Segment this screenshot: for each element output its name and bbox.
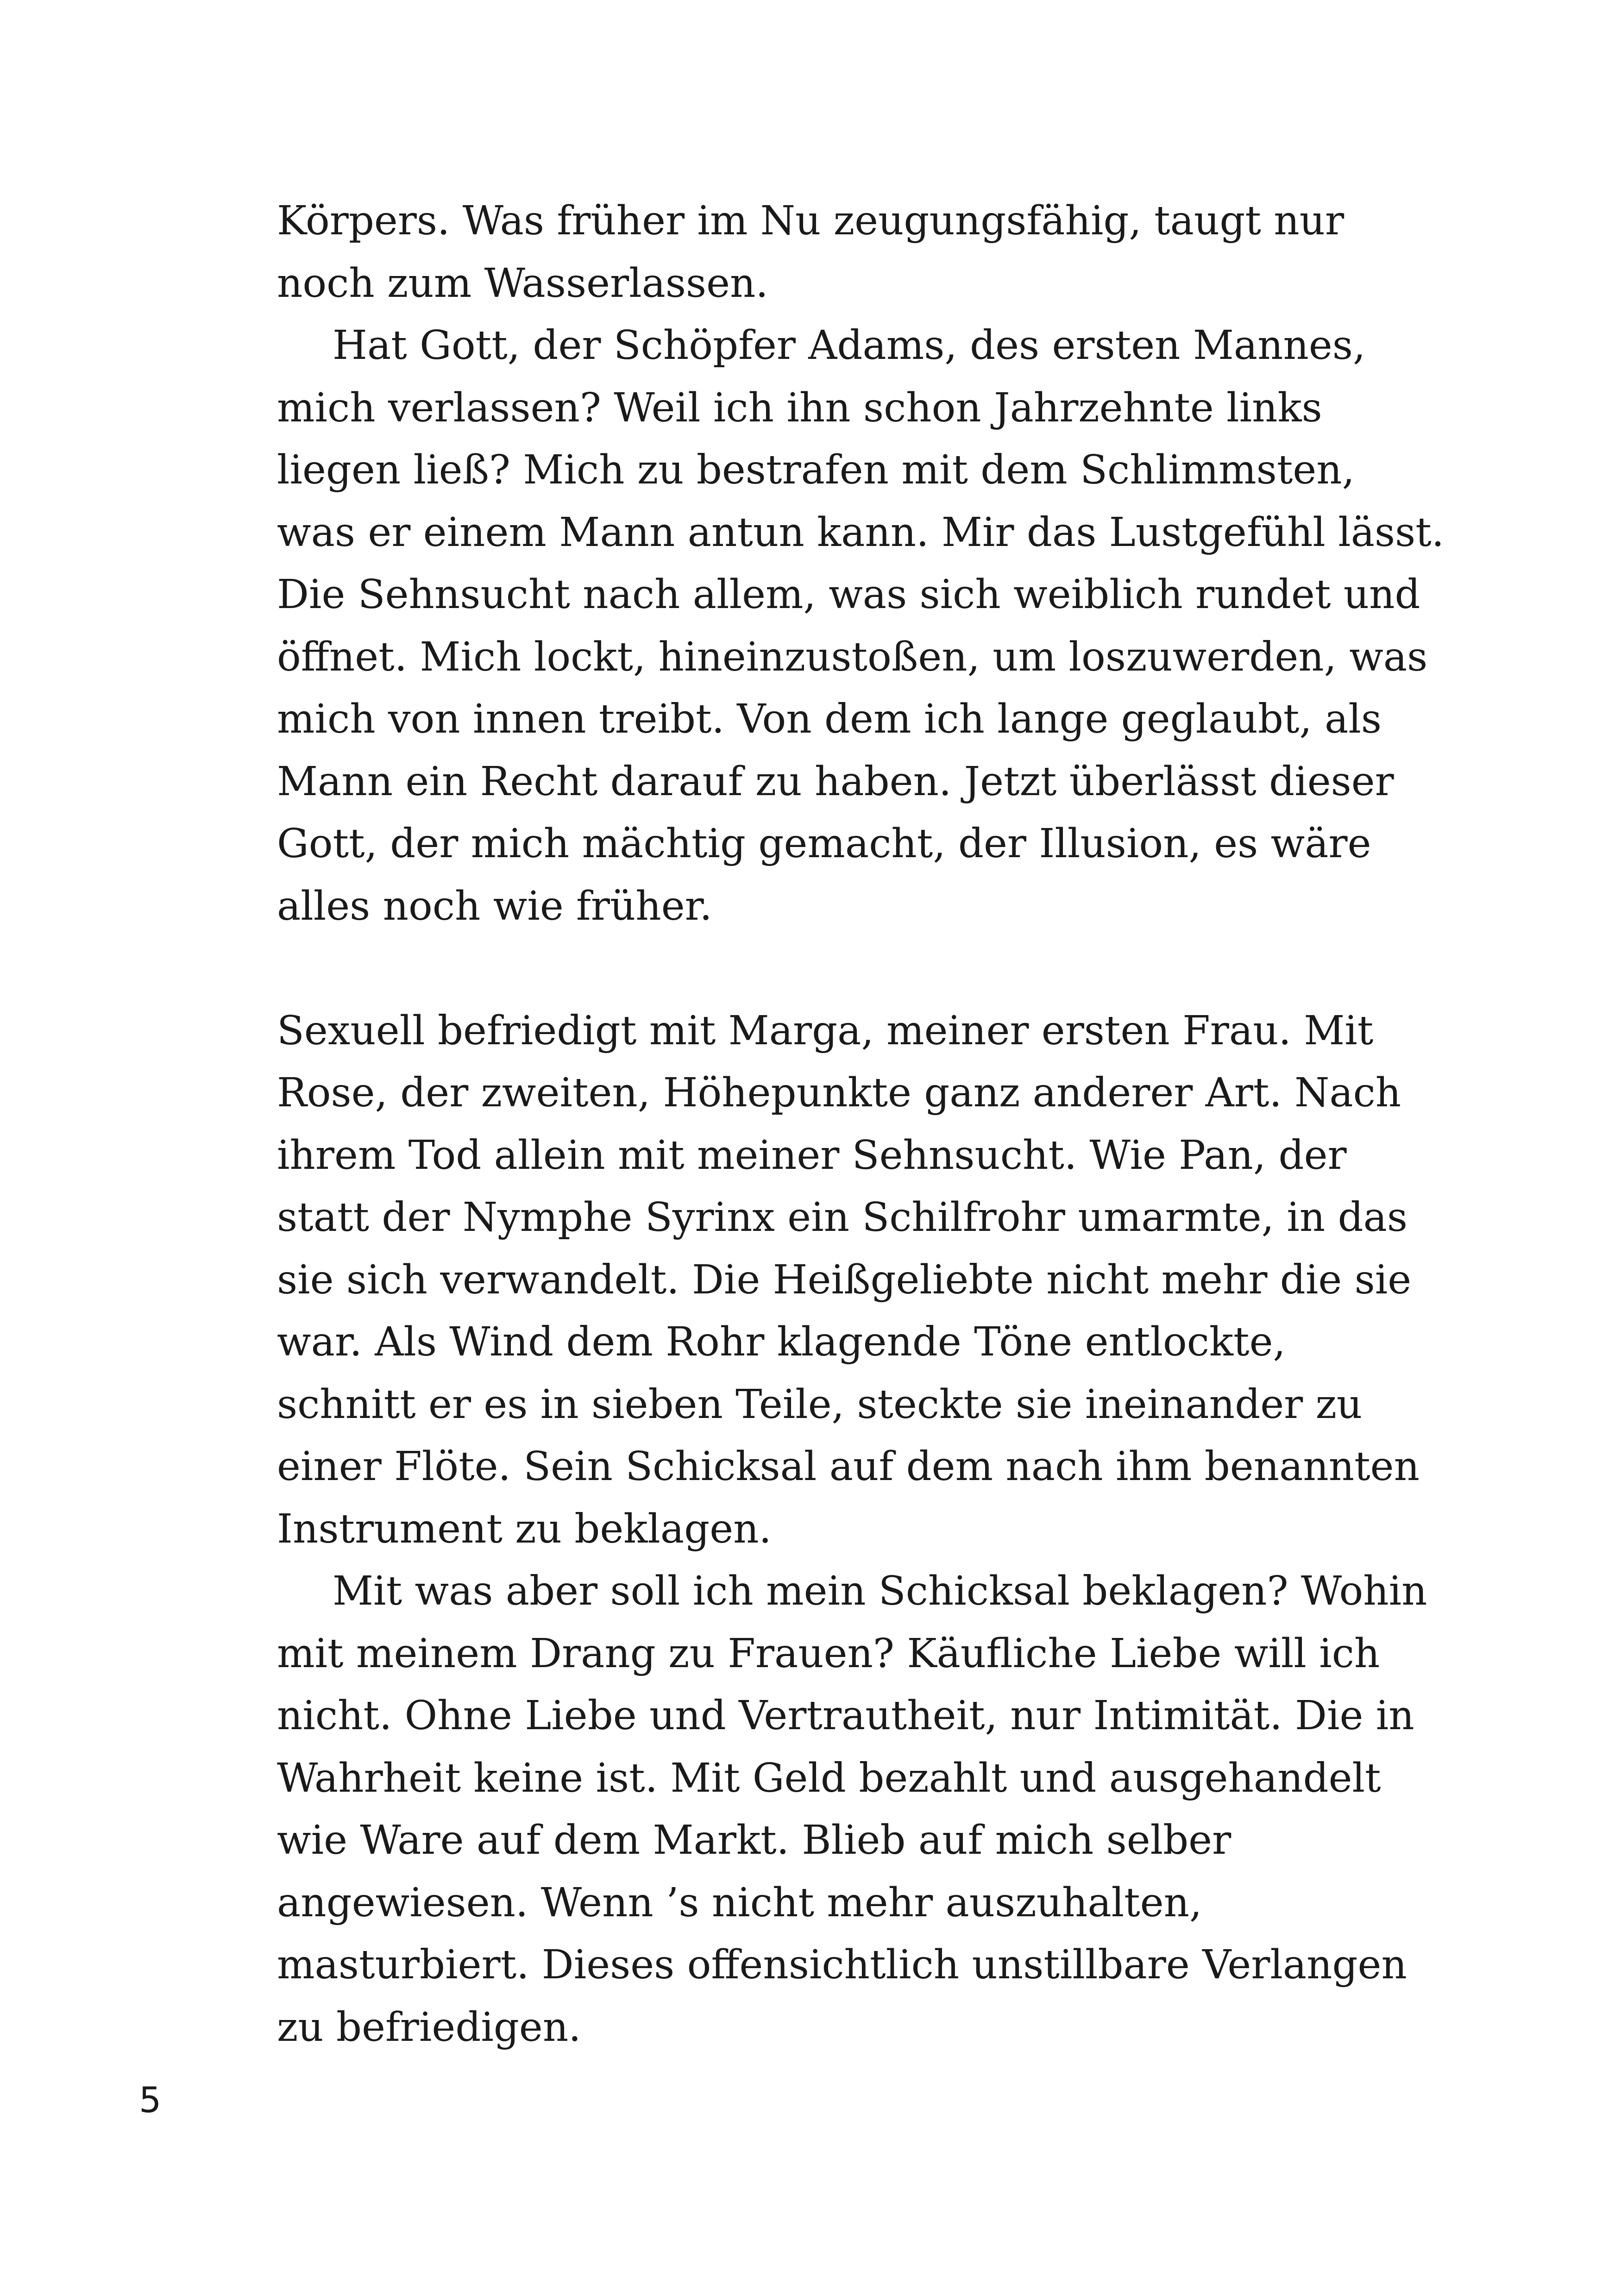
text-line: Mit was aber soll ich mein Schicksal beklagen? Wohin xyxy=(333,1568,1427,1614)
text-line: Rose, der zweiten, Höhepunkte ganz anderer Art. Nach xyxy=(277,1070,1401,1116)
text-line: nicht. Ohne Liebe und Vertrautheit, nur Intimität. Die in xyxy=(277,1693,1414,1739)
text-line: alles noch wie früher. xyxy=(277,883,712,929)
paragraph xyxy=(277,1560,1426,2058)
text-line: wie Ware auf dem Markt. Blieb auf mich selber xyxy=(277,1817,1231,1863)
text-line: noch zum Wasserlassen. xyxy=(277,260,768,307)
text-line: statt der Nymphe Syrinx ein Schilfrohr umarmte, in das xyxy=(277,1194,1408,1241)
text-line: Die Sehnsucht nach allem, was sich weiblich rundet und xyxy=(277,571,1420,618)
text-line: liegen ließ? Mich zu bestrafen mit dem Schlimmsten, xyxy=(277,447,1355,493)
paragraph xyxy=(277,190,1426,314)
text-line: schnitt er es in sieben Teile, steckte sie ineinander zu xyxy=(277,1381,1363,1428)
text-line: einer Flöte. Sein Schicksal auf dem nach ihm benannten xyxy=(277,1443,1420,1490)
text-line: mit meinem Drang zu Frauen? Käufliche Liebe will ich xyxy=(277,1630,1380,1677)
text-line: ihrem Tod allein mit meiner Sehnsucht. Wie Pan, der xyxy=(277,1132,1347,1179)
text-line: masturbiert. Dieses offensichtlich unstillbare Verlangen xyxy=(277,1942,1407,1988)
text-line: sie sich verwandelt. Die Heißgeliebte nicht mehr die sie xyxy=(277,1256,1412,1303)
text-line: Mann ein Recht darauf zu haben. Jetzt überlässt dieser xyxy=(277,758,1394,805)
body-text xyxy=(277,190,1445,2058)
paragraph xyxy=(277,1000,1426,1561)
text-line: mich von innen treibt. Von dem ich lange geglaubt, als xyxy=(277,696,1382,742)
text-line: öffnet. Mich lockt, hineinzustoßen, um loszuwerden, was xyxy=(277,634,1428,680)
text-line: war. Als Wind dem Rohr klagende Töne entlockte, xyxy=(277,1319,1286,1365)
paragraph xyxy=(277,314,1445,937)
text-line: Instrument zu beklagen. xyxy=(277,1506,772,1552)
text-line: Körpers. Was früher im Nu zeugungsfähig, taugt nur xyxy=(277,198,1345,244)
text-line: was er einem Mann antun kann. Mir das Lustgefühl lässt. xyxy=(277,509,1445,556)
text-line: Sexuell befriedigt mit Marga, meiner ersten Frau. Mit xyxy=(277,1007,1374,1054)
text-line: Gott, der mich mächtig gemacht, der Illusion, es wäre xyxy=(277,821,1371,867)
text-line: zu befriedigen. xyxy=(277,2004,581,2051)
text-line: Wahrheit keine ist. Mit Geld bezahlt und ausgehandelt xyxy=(277,1755,1381,1801)
text-line: mich verlassen? Weil ich ihn schon Jahrzehnte links xyxy=(277,384,1322,431)
page-number: 5 xyxy=(139,2079,162,2120)
section-break xyxy=(277,937,1426,1000)
text-line: Hat Gott, der Schöpfer Adams, des ersten Mannes, xyxy=(333,322,1366,369)
text-line: angewiesen. Wenn ’s nicht mehr auszuhalten, xyxy=(277,1879,1202,1926)
